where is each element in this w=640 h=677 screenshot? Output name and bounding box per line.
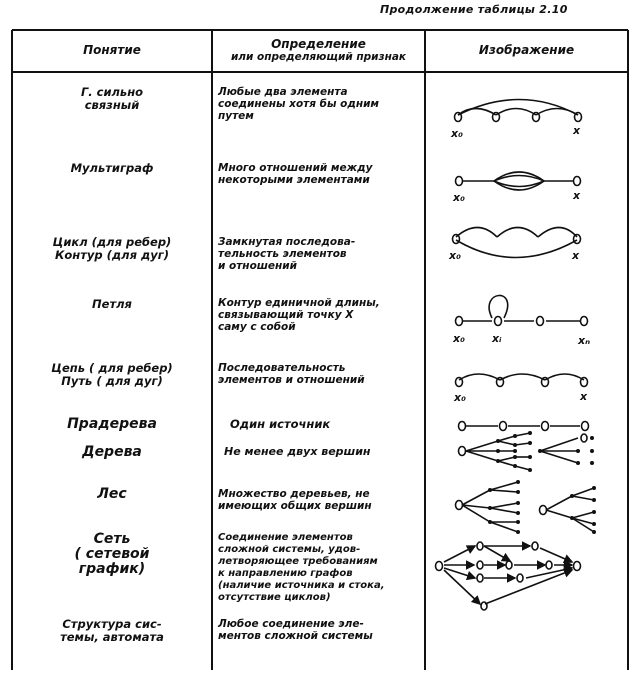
- chain-diagram: [456, 374, 588, 387]
- definition-line: соединены хотя бы одним: [218, 98, 380, 110]
- forest-diagram: [456, 482, 595, 532]
- cycle-diagram: [453, 228, 581, 258]
- definition-line: Множество деревьев, не: [218, 488, 370, 500]
- definition-line: Любые два элемента: [218, 86, 348, 98]
- definition-line: элементов и отношений: [218, 374, 365, 386]
- label-x0: x₀: [454, 391, 466, 404]
- concept-line: Цикл (для ребер): [52, 235, 172, 249]
- concept-line: Мультиграф: [70, 161, 154, 175]
- definition-line: Замкнутая последова-: [218, 236, 356, 248]
- concept-line: связный: [84, 98, 140, 112]
- label-x: x: [573, 189, 581, 202]
- definition-line: Один источник: [230, 417, 331, 431]
- definition-line: отсутствие циклов): [218, 592, 331, 603]
- definition-line: Последовательность: [218, 362, 346, 374]
- network-diagram: [444, 546, 572, 604]
- concept-line: ( сетевой: [74, 546, 150, 562]
- definition-line: сложной системы, удов-: [218, 544, 361, 555]
- multigraph-diagram: [456, 172, 581, 190]
- header-definition-line2: или определяющий признак: [230, 51, 407, 63]
- definition-line: путем: [218, 110, 254, 122]
- trees-diagram: [459, 433, 588, 470]
- label-x0: x₀: [453, 332, 465, 345]
- header-image: Изображение: [478, 43, 575, 57]
- loop-diagram: [456, 295, 588, 325]
- definition-line: имеющих общих вершин: [218, 500, 372, 512]
- label-xi: xᵢ: [492, 332, 502, 345]
- label-x: x: [580, 390, 588, 403]
- definition-line: Не менее двух вершин: [224, 445, 371, 458]
- concept-line: темы, автомата: [60, 630, 164, 644]
- concept-line: Цепь ( для ребер): [51, 361, 173, 375]
- concept-line: Прадерева: [67, 416, 157, 432]
- definition-line: Контур единичной длины,: [218, 297, 380, 309]
- concept-line: Контур (для дуг): [54, 248, 170, 262]
- definition-line: Любое соединение эле-: [218, 618, 364, 630]
- pretree-diagram: [459, 422, 589, 431]
- header-concept: Понятие: [83, 43, 141, 57]
- label-x: x: [572, 249, 580, 262]
- label-x: x: [573, 124, 581, 137]
- concept-line: Дерева: [82, 444, 142, 460]
- concept-line: Путь ( для дуг): [61, 374, 163, 388]
- definition-line: некоторыми элементами: [218, 174, 370, 186]
- label-x0: x₀: [449, 249, 461, 262]
- header-definition-line1: Определение: [271, 37, 366, 51]
- strongly-connected-graph-diagram: [455, 100, 582, 122]
- forest-diagram-nodes: [488, 480, 596, 534]
- definition-line: Соединение элементов: [218, 532, 353, 543]
- concept-line: Лес: [97, 486, 127, 502]
- definition-line: и отношений: [218, 260, 298, 272]
- definition-line: к направлению графов: [218, 568, 353, 579]
- table-caption: Продолжение таблицы 2.10: [380, 3, 568, 16]
- concept-line: Г. сильно: [80, 85, 144, 99]
- concept-line: Структура сис-: [62, 617, 162, 631]
- concept-line: Петля: [92, 297, 132, 311]
- definition-line: летворяющее требованиям: [218, 556, 378, 567]
- label-xn: xₙ: [578, 334, 591, 347]
- definition-line: саму с собой: [218, 321, 296, 333]
- definition-line: ментов сложной системы: [218, 630, 373, 642]
- definition-line: (наличие источника и стока,: [218, 580, 385, 591]
- concept-line: Сеть: [93, 531, 131, 547]
- concept-line: график): [78, 561, 146, 577]
- label-x0: x₀: [451, 127, 463, 140]
- definition-line: Много отношений между: [218, 162, 373, 174]
- definition-line: связывающий точку X: [218, 309, 354, 321]
- label-x0: x₀: [453, 191, 465, 204]
- definition-line: тельность элементов: [218, 248, 347, 260]
